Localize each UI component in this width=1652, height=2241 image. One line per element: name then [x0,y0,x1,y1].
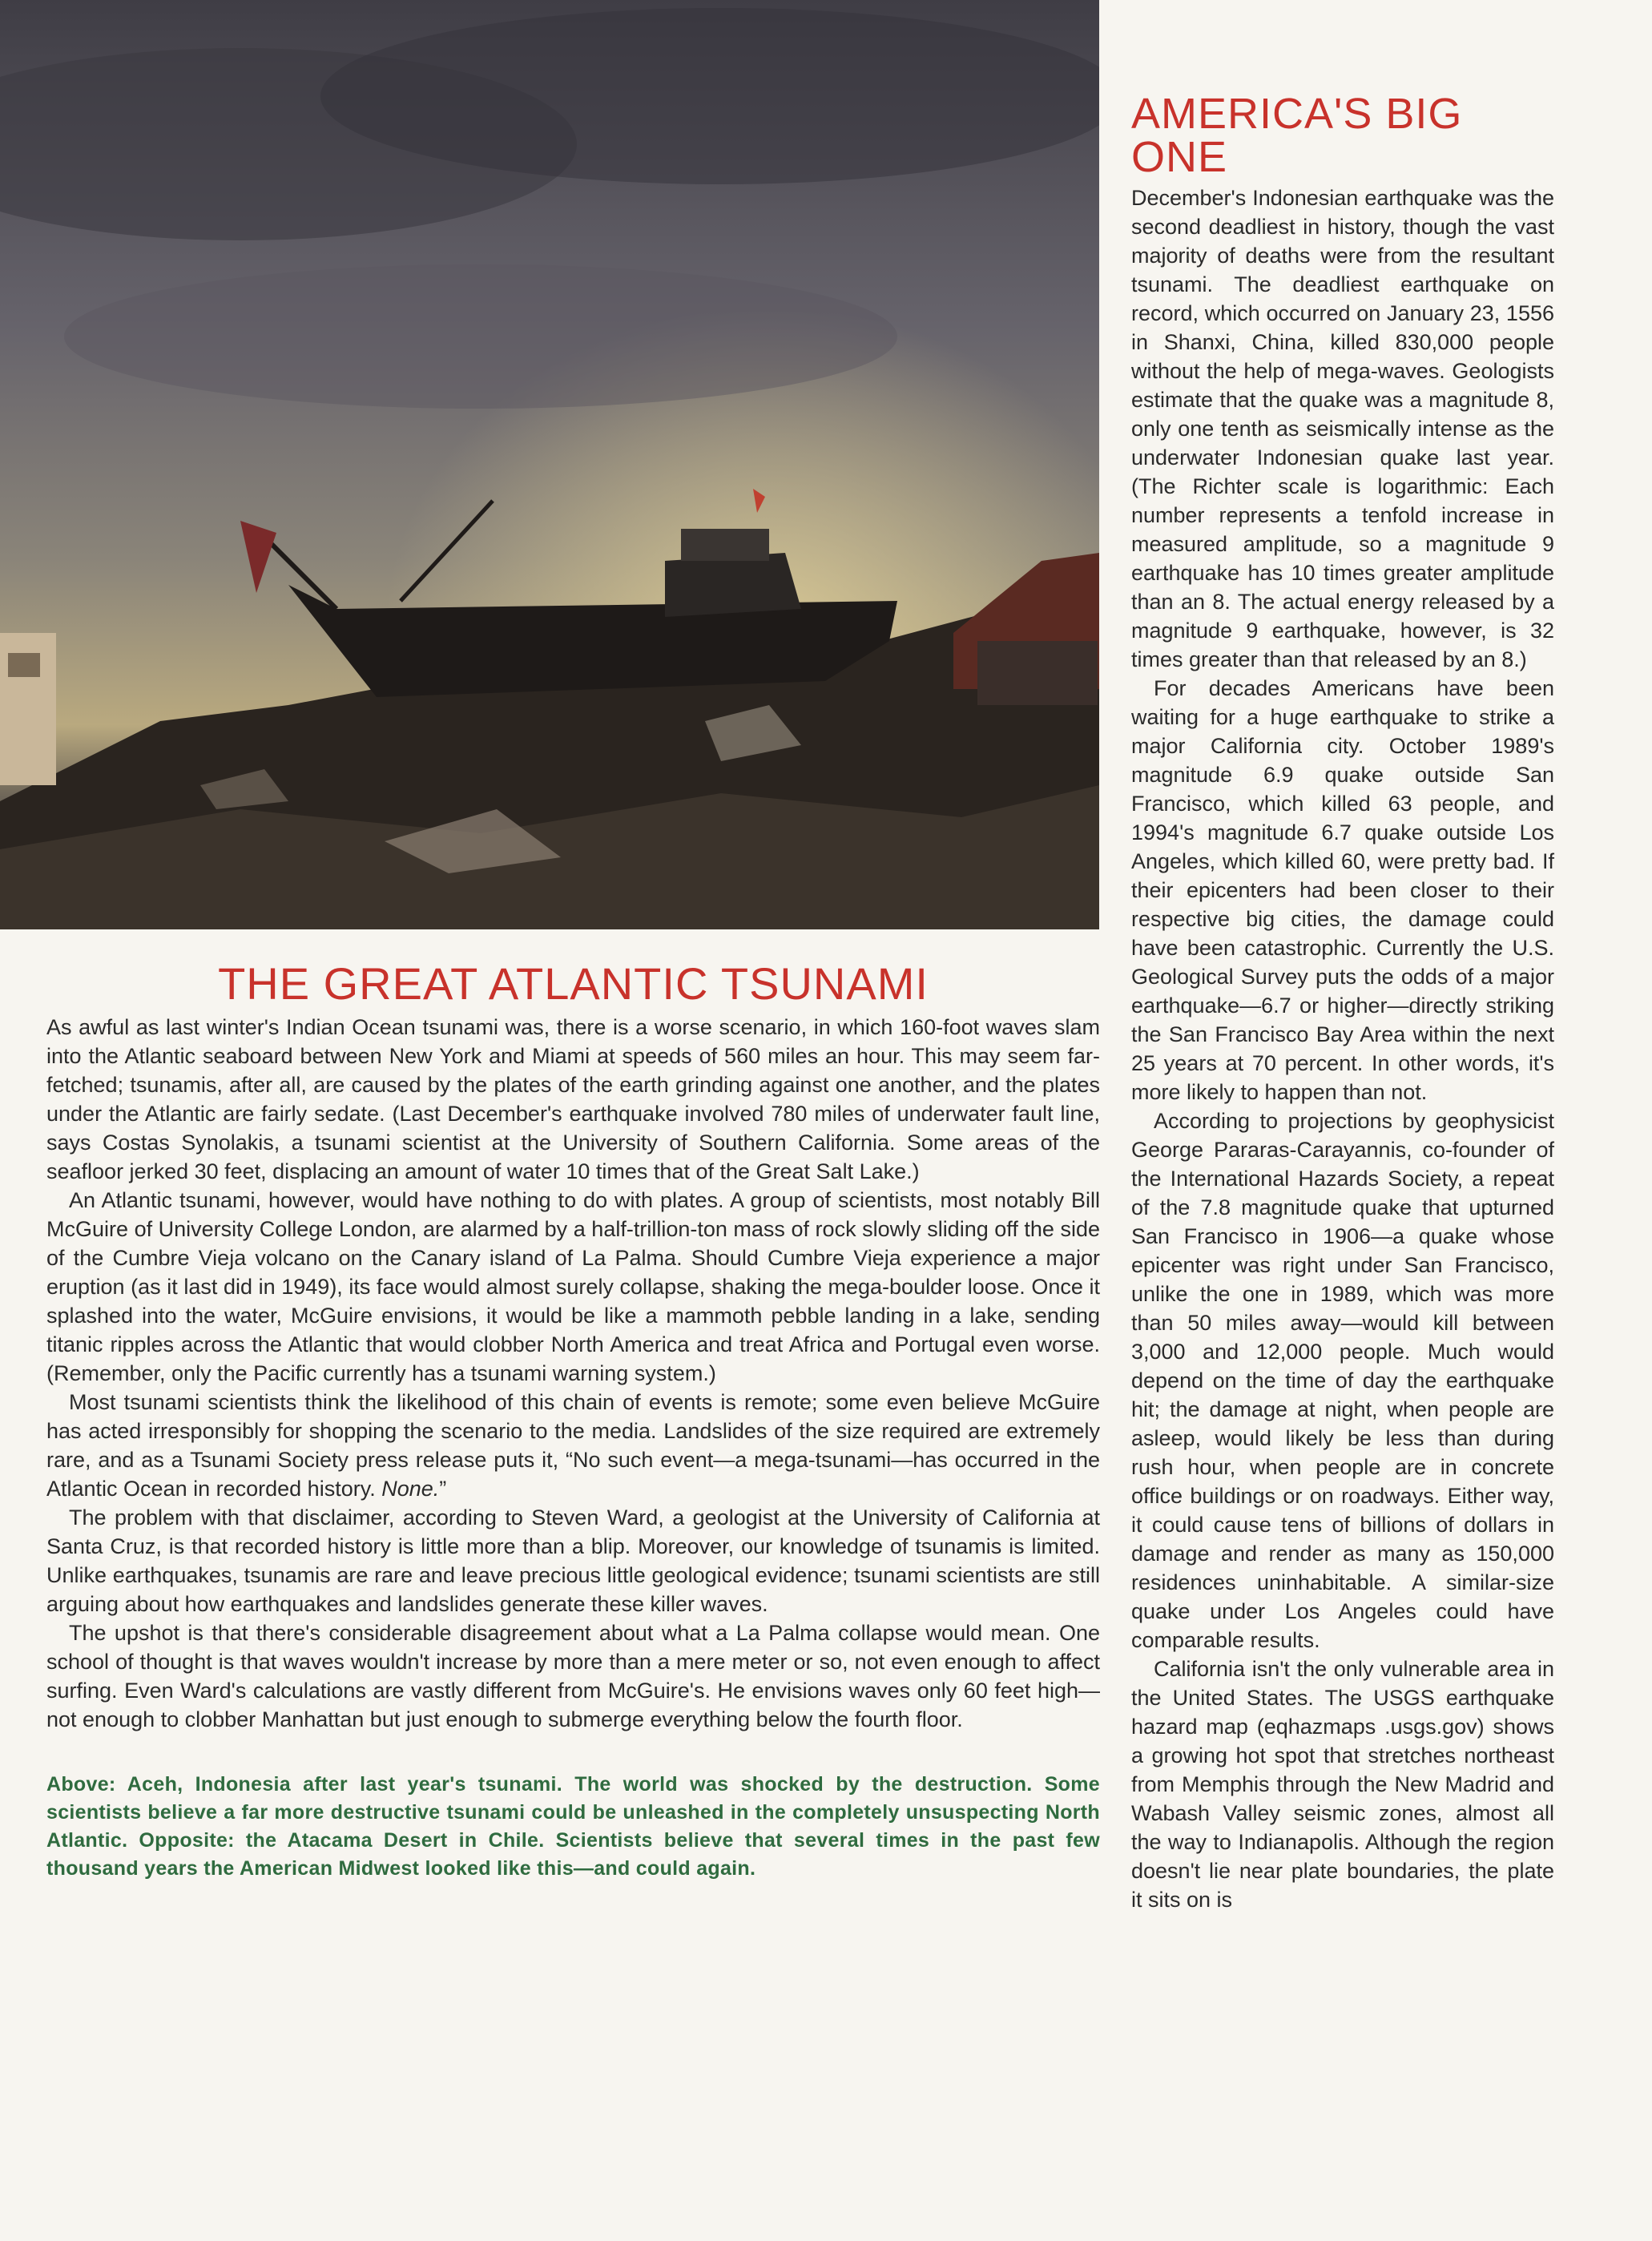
main-paragraph-3-text: Most tsunami scientists think the likelihood of this chain of events is remote; some even believe McGuire has acted irresponsibly for shopping the scenario to the media. Landslides of the size required are extremely rare, and as a Tsunami Society press release puts it, “No such event—a mega-tsunami—has occurred in the Atlantic Ocean in recorded history. [46,1390,1100,1501]
sidebar-paragraph-1: December's Indonesian earthquake was the second deadliest in history, though the vast majority of deaths were from the resultant tsunami. The deadliest earthquake on record, which occurred on January 23, 1556 in Shanxi, China, killed 830,000 people without the help of mega-waves. Geologists estimate that the quake was a magnitude 8, only one tenth as seismically intense as the underwater Indonesian quake last year. (The Richter scale is logarithmic: Each number represents a tenfold increase in measured amplitude, so a magnitude 9 earthquake has 10 times greater amplitude than an 8. The actual energy released by a magnitude 9 earthquake, however, is 32 times greater than that released by an 8.) [1131,186,1554,671]
sidebar-article [1131,92,1554,1914]
main-article-title: THE GREAT ATLANTIC TSUNAMI [218,958,929,1009]
photo-caption: Above: Aceh, Indonesia after last year's tsunami. The world was shocked by the destruction. Some scientists believe a far more destructive tsunami could be unleashed in the completely unsuspecting North Atlantic. Opposite: the Atacama Desert in Chile. Scientists believe that several times in the past few thousand years the American Midwest looked like this—and could again. [46,1773,1100,1880]
main-paragraph-5: The upshot is that there's considerable disagreement about what a La Palma collapse would mean. One school of thought is that waves wouldn't increase by more than a mere meter or so, not even enough to affect surfing. Even Ward's calculations are vastly different from McGuire's. He envisions waves only 60 feet high—not enough to clobber Manhattan but just enough to submerge everything below the fourth floor. [46,1621,1100,1731]
main-article [46,958,1100,1883]
main-paragraph-3-close: ” [439,1477,447,1501]
main-paragraph-1: As awful as last winter's Indian Ocean tsunami was, there is a worse scenario, in which 160-foot waves slam into the Atlantic seaboard between New York and Miami at speeds of 560 miles an hour. This may seem far-fetched; tsunamis, after all, are caused by the plates of the earth grinding against one another, and the plates under the Atlantic are fairly sedate. (Last December's earthquake involved 780 miles of underwater fault line, says Costas Synolakis, a tsunami scientist at the University of Southern California. Some areas of the seafloor jerked 30 feet, displacing an amount of water 10 times that of the Great Salt Lake.) [46,1015,1100,1183]
main-paragraph-3-emphasis: None. [381,1477,440,1501]
sidebar-paragraph-3: According to projections by geophysicist George Pararas-Carayannis, co-founder of the International Hazards Society, a repeat of the 7.8 magnitude quake that upturned San Francisco in 1906—a quake whose epicenter was right under San Francisco, unlike the one in 1989, which was more than 50 miles away—would kill between 3,000 and 12,000 people. Much would depend on the time of day the earthquake hit; the damage at night, when people are asleep, would likely be less than during rush hour, when people are in concrete office buildings or on roadways. Either way, it could cause tens of billions of dollars in damage and render as many as 150,000 residences uninhabitable. A similar-size quake under Los Angeles could have comparable results. [1131,1109,1554,1652]
sidebar-article-title: AMERICA'S BIG ONE [1131,90,1463,181]
main-paragraph-4: The problem with that disclaimer, according to Steven Ward, a geologist at the University of California at Santa Cruz, is that recorded history is little more than a blip. Moreover, our knowledge of tsunamis is limited. Unlike earthquakes, tsunamis are rare and leave precious little geological evidence; tsunami scientists are still arguing about how earthquakes and landslides generate these killer waves. [46,1505,1100,1616]
sidebar-paragraph-4: California isn't the only vulnerable area in the United States. The USGS earthquake hazard map (eqhazmaps .usgs.gov) shows a growing hot spot that stretches northeast from Memphis through the New Madrid and Wabash Valley seismic zones, almost all the way to Indianapolis. Although the region doesn't lie near plate boundaries, the plate it sits on is [1131,1657,1554,1912]
main-paragraph-3 [46,1388,1100,1503]
sidebar-paragraph-2: For decades Americans have been waiting for a huge earthquake to strike a major California city. October 1989's magnitude 6.9 quake outside San Francisco, which killed 63 people, and 1994's magnitude 6.7 quake outside Los Angeles, which killed 60, were pretty bad. If their epicenters had been closer to their respective big cities, the damage could have been catastrophic. Currently the U.S. Geological Survey puts the odds of a major earthquake—6.7 or higher—directly striking the San Francisco Bay Area within the next 25 years at 70 percent. In other words, it's more likely to happen than not. [1131,676,1554,1104]
aceh-shipwreck-photo [0,0,1099,929]
main-paragraph-2: An Atlantic tsunami, however, would have nothing to do with plates. A group of scientists, most notably Bill McGuire of University College London, are alarmed by a half-trillion-ton mass of rock slowly sliding off the side of the Cumbre Vieja volcano on the Canary island of La Palma. Should Cumbre Vieja experience a major eruption (as it last did in 1949), its face would almost surely collapse, shaking the mega-boulder loose. Once it splashed into the water, McGuire envisions, it would be like a mammoth pebble landing in a lake, sending titanic ripples across the Atlantic that would clobber North America and treat Africa and Portugal even worse. (Remember, only the Pacific currently has a tsunami warning system.) [46,1188,1100,1385]
